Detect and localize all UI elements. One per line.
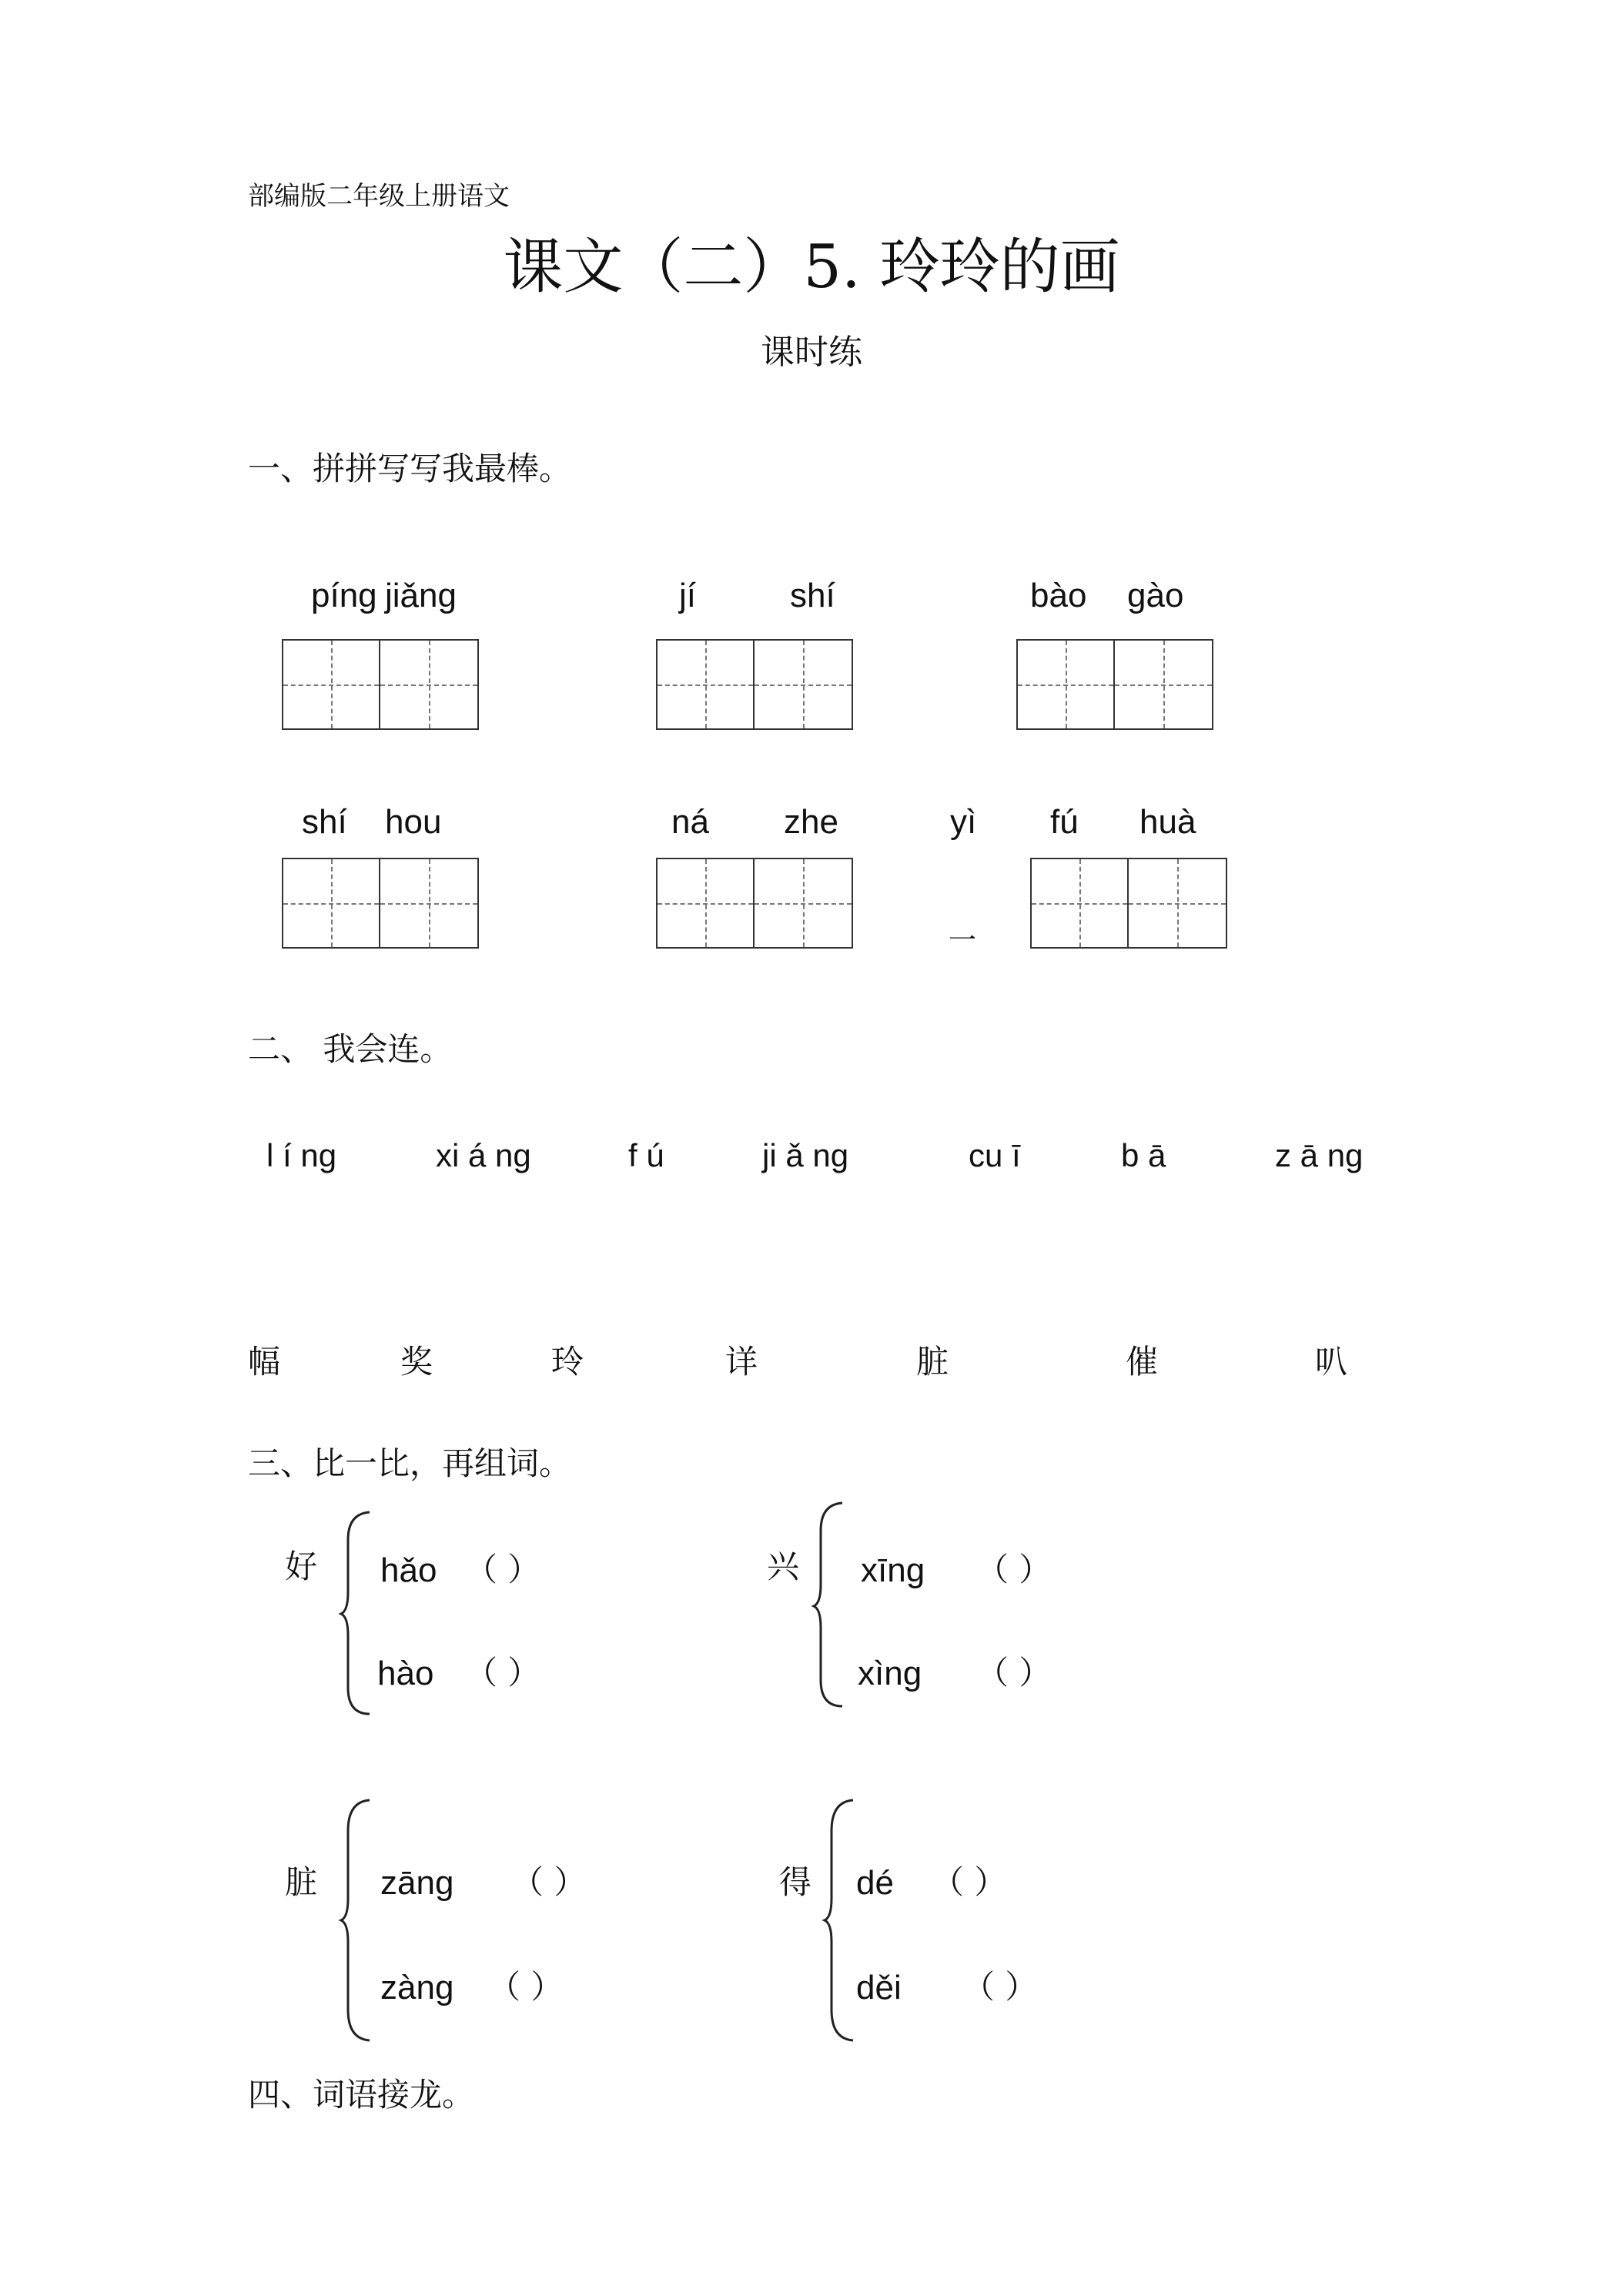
pinyin-label: píng [311,577,377,614]
pinyin-label: bào [1030,577,1087,614]
pinyin-label: gào [1127,577,1184,614]
writing-cell[interactable] [1016,639,1115,730]
reading-pinyin: dé [856,1864,894,1902]
reading-pinyin: hào [377,1655,434,1692]
answer-blank[interactable]: （ ） [932,1863,1007,1901]
writing-grid [1016,639,1213,730]
match-char[interactable]: 详 [725,1343,758,1381]
curly-brace-icon [812,1500,850,1709]
match-char[interactable]: 幅 [248,1343,281,1381]
reading-pinyin: hǎo [380,1551,437,1589]
match-pinyin[interactable]: z ā ng [1275,1137,1364,1173]
match-pinyin[interactable]: b ā [1121,1137,1166,1173]
prefix-char: 一 [949,925,977,956]
reading-pinyin: zāng [380,1864,454,1902]
pinyin-label: ná [671,803,709,841]
page-subtitle: 课时练 [761,333,862,372]
reading-pinyin: xìng [858,1655,922,1692]
answer-blank[interactable]: （ ） [465,1551,540,1588]
reading-pinyin: zàng [380,1969,454,2006]
curly-brace-icon [822,1797,861,2043]
writing-cell[interactable] [282,639,380,730]
answer-blank[interactable]: （ ） [465,1654,540,1692]
curly-brace-icon [339,1797,377,2043]
match-char[interactable]: 催 [1126,1343,1159,1381]
writing-cell[interactable] [1030,858,1129,949]
writing-cell[interactable] [282,858,380,949]
match-pinyin[interactable]: f ú [628,1137,664,1173]
edition-label: 部编版二年级上册语文 [248,181,510,212]
answer-blank[interactable]: （ ） [976,1551,1052,1588]
match-pinyin[interactable]: l í ng [266,1137,337,1173]
section4-heading: 四、词语接龙。 [248,2076,475,2114]
match-char[interactable]: 脏 [916,1343,949,1381]
answer-blank[interactable]: （ ） [511,1863,587,1901]
curly-brace-icon [339,1509,377,1717]
writing-cell[interactable] [380,639,479,730]
pinyin-label: jiǎng [385,577,457,614]
writing-cell[interactable] [755,858,853,949]
compare-char: 好 [285,1548,318,1585]
pinyin-label: fú [1050,803,1079,841]
writing-cell[interactable] [656,639,755,730]
pinyin-label: shí [302,803,347,841]
reading-pinyin: xīng [861,1551,925,1589]
writing-grid [656,858,853,949]
section2-heading: 二、 我会连。 [248,1030,453,1068]
match-char[interactable]: 玲 [551,1343,584,1381]
pinyin-label: shí [790,577,835,614]
writing-grid [282,858,479,949]
section3-heading: 三、比一比，再组词。 [248,1444,572,1482]
section1-heading: 一、拼拼写写我最棒。 [248,450,572,487]
pinyin-label: jí [679,577,696,614]
pinyin-label: zhe [784,803,838,841]
pinyin-label: hou [385,803,442,841]
writing-cell[interactable] [380,858,479,949]
page-title: 课文（二）5. 玲玲的画 [503,233,1120,302]
writing-cell[interactable] [755,639,853,730]
writing-grid [282,639,479,730]
writing-grid [1030,858,1227,949]
compare-char: 脏 [285,1863,318,1901]
match-char[interactable]: 奖 [400,1343,433,1381]
pinyin-label: yì [950,803,977,841]
answer-blank[interactable]: （ ） [962,1968,1038,2006]
match-pinyin[interactable]: xi á ng [436,1137,531,1173]
writing-grid [656,639,853,730]
match-char[interactable]: 叭 [1315,1343,1348,1381]
reading-pinyin: děi [856,1969,902,2006]
match-pinyin[interactable]: cu ī [969,1137,1021,1173]
writing-cell[interactable] [1129,858,1227,949]
pinyin-label: huà [1139,803,1196,841]
answer-blank[interactable]: （ ） [976,1654,1052,1692]
match-pinyin[interactable]: ji ǎ ng [762,1137,849,1173]
writing-cell[interactable] [1115,639,1213,730]
compare-char: 兴 [767,1548,800,1585]
answer-blank[interactable]: （ ） [488,1968,564,2006]
compare-char: 得 [779,1863,812,1901]
writing-cell[interactable] [656,858,755,949]
